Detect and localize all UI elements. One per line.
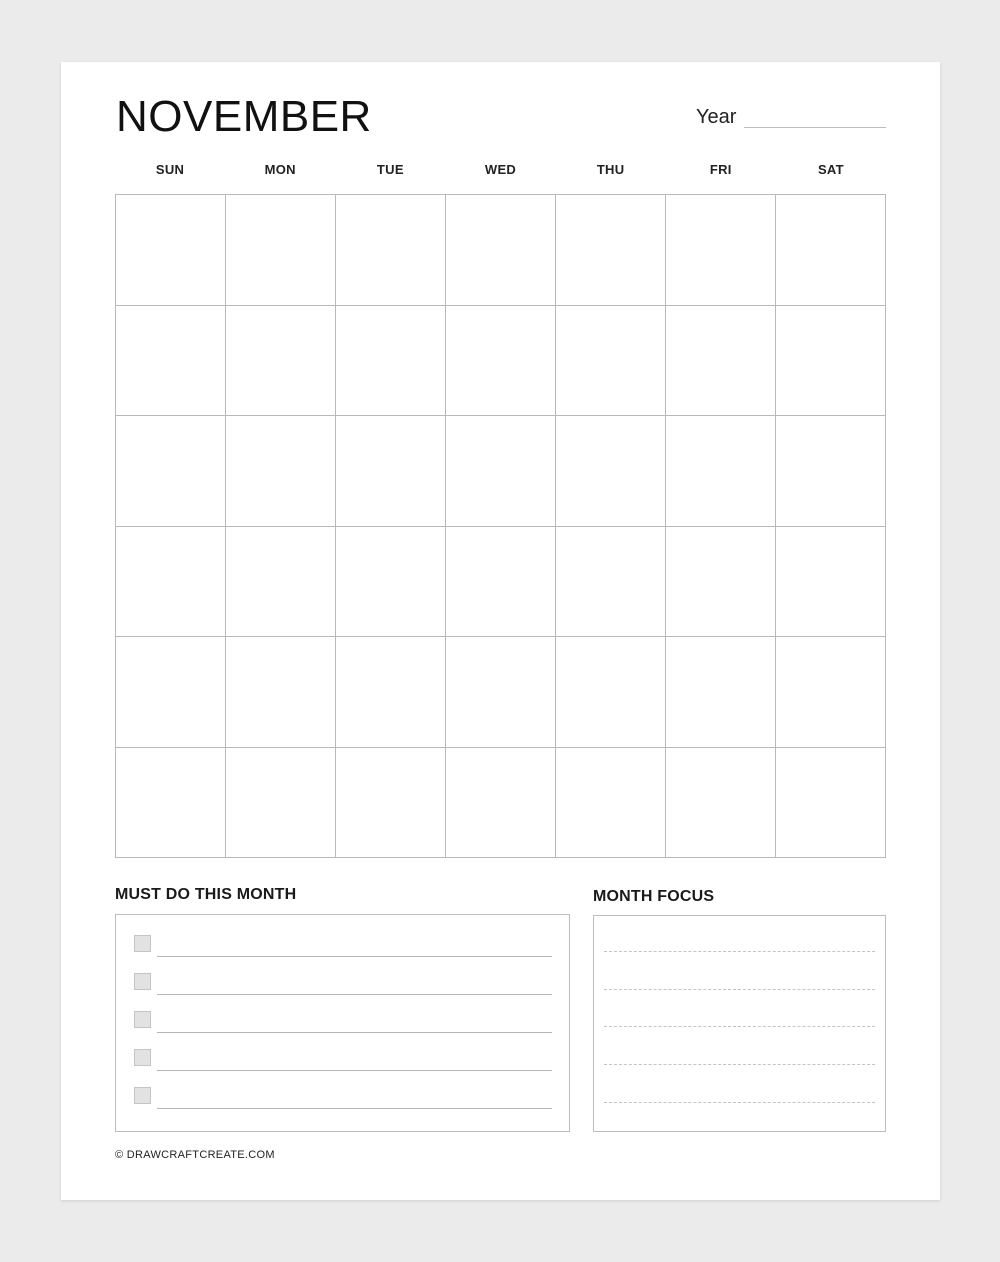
day-cell[interactable] (116, 195, 226, 306)
calendar-grid (115, 194, 886, 858)
month-focus-heading: MONTH FOCUS (593, 888, 715, 905)
focus-write-line[interactable] (604, 951, 875, 952)
todo-checkbox[interactable] (134, 935, 151, 952)
day-cell[interactable] (776, 637, 886, 748)
day-cell[interactable] (446, 195, 556, 306)
todo-item (134, 1087, 552, 1109)
day-cell[interactable] (226, 416, 336, 527)
day-cell[interactable] (336, 195, 446, 306)
must-do-heading: MUST DO THIS MONTH (115, 886, 297, 903)
day-cell[interactable] (776, 748, 886, 859)
day-cell[interactable] (776, 527, 886, 638)
day-cell[interactable] (666, 416, 776, 527)
focus-write-line[interactable] (604, 989, 875, 990)
day-cell[interactable] (446, 306, 556, 417)
day-cell[interactable] (556, 195, 666, 306)
weekday-fri: FRI (709, 162, 732, 177)
day-cell[interactable] (336, 637, 446, 748)
planner-page (61, 62, 940, 1200)
day-cell[interactable] (666, 637, 776, 748)
weekday-thu: THU (596, 162, 625, 177)
must-do-box (115, 914, 570, 1132)
weekday-header-row (115, 162, 886, 182)
day-cell[interactable] (776, 306, 886, 417)
day-cell[interactable] (666, 195, 776, 306)
todo-write-line[interactable] (157, 1032, 552, 1033)
day-cell[interactable] (226, 195, 336, 306)
weekday-mon: MON (264, 162, 296, 177)
todo-item (134, 973, 552, 995)
day-cell[interactable] (226, 527, 336, 638)
day-cell[interactable] (776, 416, 886, 527)
day-cell[interactable] (336, 416, 446, 527)
day-cell[interactable] (556, 527, 666, 638)
todo-write-line[interactable] (157, 956, 552, 957)
day-cell[interactable] (116, 748, 226, 859)
month-focus-box (593, 915, 886, 1132)
todo-item (134, 935, 552, 957)
day-cell[interactable] (336, 306, 446, 417)
day-cell[interactable] (116, 527, 226, 638)
year-field[interactable] (696, 106, 886, 130)
weekday-sun: SUN (155, 162, 185, 177)
day-cell[interactable] (336, 527, 446, 638)
year-label: Year (696, 106, 737, 128)
day-cell[interactable] (446, 748, 556, 859)
day-cell[interactable] (226, 748, 336, 859)
day-cell[interactable] (666, 306, 776, 417)
todo-checkbox[interactable] (134, 973, 151, 990)
day-cell[interactable] (556, 306, 666, 417)
day-cell[interactable] (776, 195, 886, 306)
weekday-wed: WED (484, 162, 517, 177)
todo-checkbox[interactable] (134, 1049, 151, 1066)
todo-write-line[interactable] (157, 1108, 552, 1109)
day-cell[interactable] (556, 748, 666, 859)
copyright-notice: © DRAWCRAFTCREATE.COM (115, 1149, 275, 1161)
todo-checkbox[interactable] (134, 1087, 151, 1104)
todo-checkbox[interactable] (134, 1011, 151, 1028)
day-cell[interactable] (666, 527, 776, 638)
day-cell[interactable] (226, 306, 336, 417)
day-cell[interactable] (666, 748, 776, 859)
todo-item (134, 1049, 552, 1071)
day-cell[interactable] (116, 306, 226, 417)
day-cell[interactable] (446, 416, 556, 527)
day-cell[interactable] (446, 527, 556, 638)
focus-write-line[interactable] (604, 1102, 875, 1103)
todo-write-line[interactable] (157, 994, 552, 995)
todo-item (134, 1011, 552, 1033)
day-cell[interactable] (116, 637, 226, 748)
todo-write-line[interactable] (157, 1070, 552, 1071)
month-title: NOVEMBER (116, 92, 372, 141)
focus-write-line[interactable] (604, 1026, 875, 1027)
weekday-sat: SAT (817, 162, 844, 177)
day-cell[interactable] (556, 637, 666, 748)
day-cell[interactable] (446, 637, 556, 748)
day-cell[interactable] (226, 637, 336, 748)
day-cell[interactable] (336, 748, 446, 859)
year-write-line[interactable] (744, 127, 886, 128)
day-cell[interactable] (556, 416, 666, 527)
weekday-tue: TUE (376, 162, 404, 177)
focus-write-line[interactable] (604, 1064, 875, 1065)
day-cell[interactable] (116, 416, 226, 527)
